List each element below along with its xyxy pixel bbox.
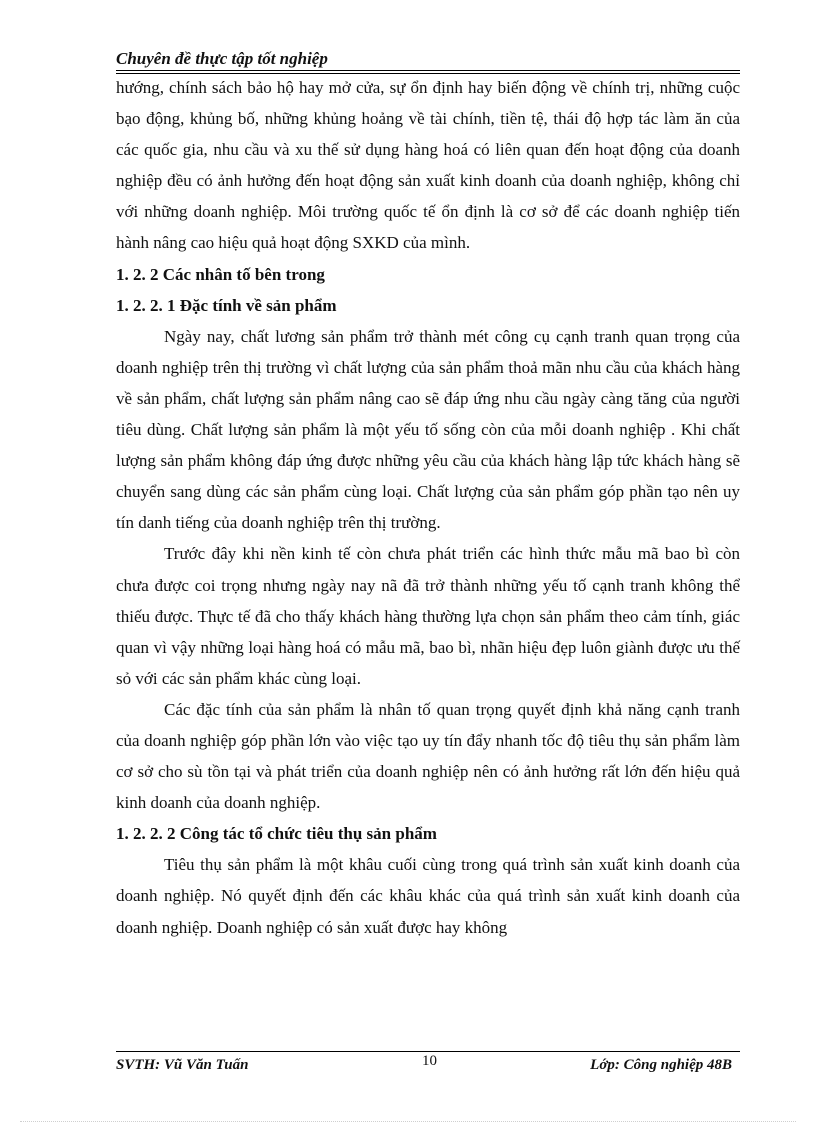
page-number: 10: [422, 1053, 437, 1069]
page-bottom-dotted-line: [20, 1121, 796, 1122]
subsection-heading-sales-organization: 1. 2. 2. 2 Công tác tổ chức tiêu thụ sản phẩm: [116, 824, 437, 844]
paragraph-sales: Tiêu thụ sản phẩm là một khâu cuối cùng trong quá trình sản xuất kinh doanh của doanh nghiệp. Nó quyết định đến các khâu khác của quá trình sản xuất kinh doanh của doanh nghiệp. Doanh nghiệp có sản xuất được hay không: [116, 855, 740, 937]
paragraph-product-characteristics: Các đặc tính của sản phẩm là nhân tố quan trọng quyết định khả năng cạnh tranh của doanh nghiệp góp phần lớn vào việc tạo uy tín đẩy nhanh tốc độ tiêu thụ sản phẩm làm cơ sở cho sù tồn tại và phát triển của doanh nghiệp nên có ảnh hưởng rất lớn đến hiệu quả kinh doanh của doanh nghiệp.: [116, 699, 740, 813]
header-rule: [116, 70, 740, 71]
paragraph-product-quality: Ngày nay, chất lương sản phẩm trở thành mét công cụ cạnh tranh quan trọng của doanh nghiệp trên thị trường vì chất lượng của sản phẩm thoả mãn nhu cầu của khách hàng về sản phẩm, chất lượng sản phẩm nâng cao sẽ đáp ứng nhu cầu ngày càng tăng của người tiêu dùng. Chất lượng sản phẩm là một yếu tố sống còn của mỗi doanh nghiệp . Khi chất lượng sản phẩm không đáp ứng được những yêu cầu của khách hàng lập tức khách hàng sẽ chuyển sang dùng các sản phẩm cùng loại. Chất lượng của sản phẩm góp phần tạo nên uy tín danh tiếng của doanh nghiệp trên thị trường.: [116, 326, 740, 533]
paragraph-continued: hướng, chính sách bảo hộ hay mở cửa, sự ổn định hay biến động về chính trị, những cuộc bạo động, khủng bố, những khủng hoảng về tài chính, tiền tệ, thái độ hợp tác làm ăn của các quốc gia, nhu cầu và xu thế sử dụng hàng hoá có liên quan đến hoạt động của doanh nghiệp đều có ảnh hưởng đến hoạt động sản xuất kinh doanh của doanh nghiệp, không chỉ với những doanh nghiệp. Môi trường quốc tế ổn định là cơ sở để các doanh nghiệp tiến hành nâng cao hiệu quả hoạt động SXKD của mình.: [116, 78, 740, 253]
footer-class: Lớp: Công nghiệp 48B: [590, 1057, 732, 1073]
paragraph-packaging: Trước đây khi nền kinh tế còn chưa phát triển các hình thức mẫu mã bao bì còn chưa được coi trọng nhưng ngày nay nã đã trở thành những yếu tố cạnh tranh không thể thiếu được. Thực tế đã cho thấy khách hàng thường lựa chọn sản phẩm theo cảm tính, giác quan vì vậy những loại hàng hoá có mẫu mã, bao bì, nhãn hiệu đẹp luôn giành được ưu thế sỏ với các sản phẩm khác cùng loại.: [116, 544, 740, 688]
section-heading-internal-factors: 1. 2. 2 Các nhân tố bên trong: [116, 264, 325, 284]
subsection-heading-product-characteristics: 1. 2. 2. 1 Đặc tính về sản phẩm: [116, 295, 337, 315]
footer-student-name: SVTH: Vũ Văn Tuấn: [116, 1057, 249, 1073]
running-header-title: Chuyên đề thực tập tốt nghiệp: [116, 49, 328, 68]
document-body: [116, 72, 740, 943]
